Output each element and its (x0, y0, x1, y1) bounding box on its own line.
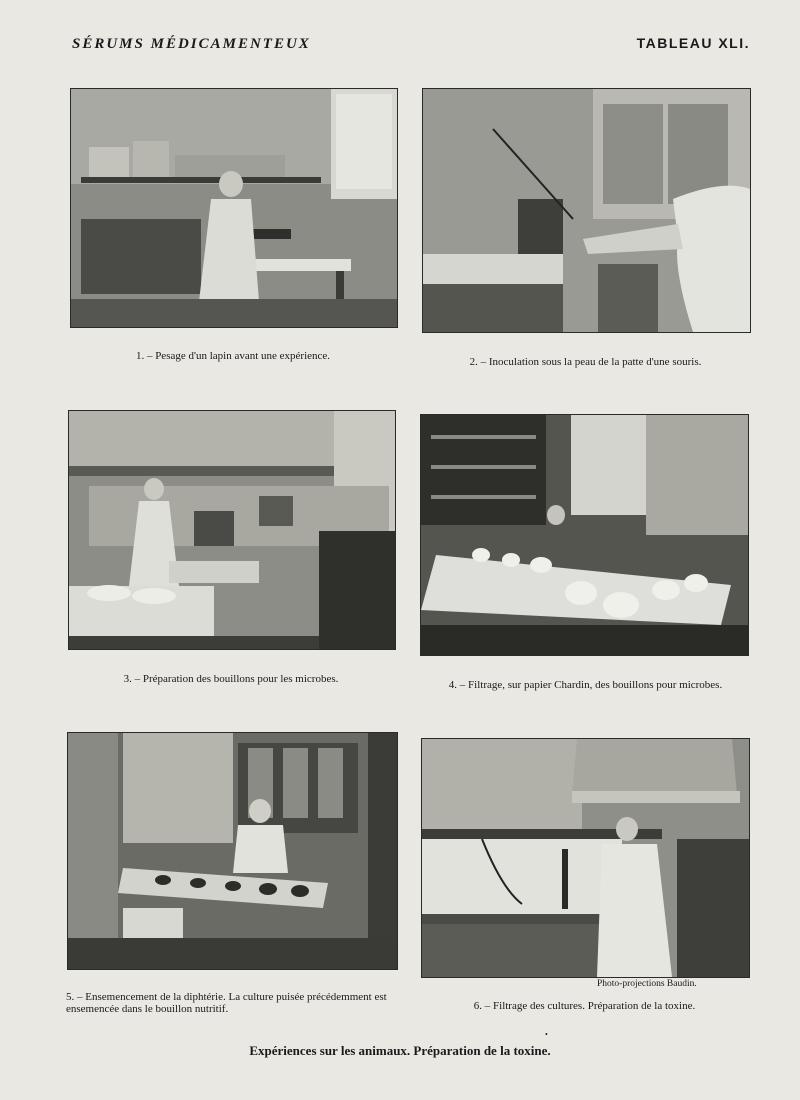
table-label: TABLEAU XLI. (636, 35, 750, 51)
plate-footer-title: Expériences sur les animaux. Préparation de la toxine. (249, 1043, 551, 1058)
photo-6-culture-filtering (421, 738, 750, 978)
caption-4: 4. – Filtrage, sur papier Chardin, des bouillons pour microbes. (448, 679, 723, 691)
photo-4-filtering-chardin (420, 414, 749, 656)
caption-2: 2. – Inoculation sous la peau de la patte d'une souris. (469, 356, 702, 368)
photo-3-broth-preparation (68, 410, 396, 650)
photo-1-weighing-rabbit (70, 88, 398, 328)
caption-1: 1. – Pesage d'un lapin avant une expérience. (135, 350, 331, 362)
caption-3: 3. – Préparation des bouillons pour les microbes. (123, 673, 339, 685)
photo-2-mouse-inoculation (422, 88, 751, 333)
section-title: SÉRUMS MÉDICAMENTEUX (72, 36, 311, 52)
caption-6: 6. – Filtrage des cultures. Préparation de la toxine. (473, 1000, 696, 1012)
photo-5-diphtheria-seeding (67, 732, 398, 970)
caption-5: 5. – Ensemencement de la diphtérie. La culture puisée précédemment est ensemencée dans le bouillon nutritif. (66, 991, 387, 1015)
page-mark: • (545, 1030, 548, 1039)
photo-credit: Photo-projections Baudin. (597, 979, 697, 989)
